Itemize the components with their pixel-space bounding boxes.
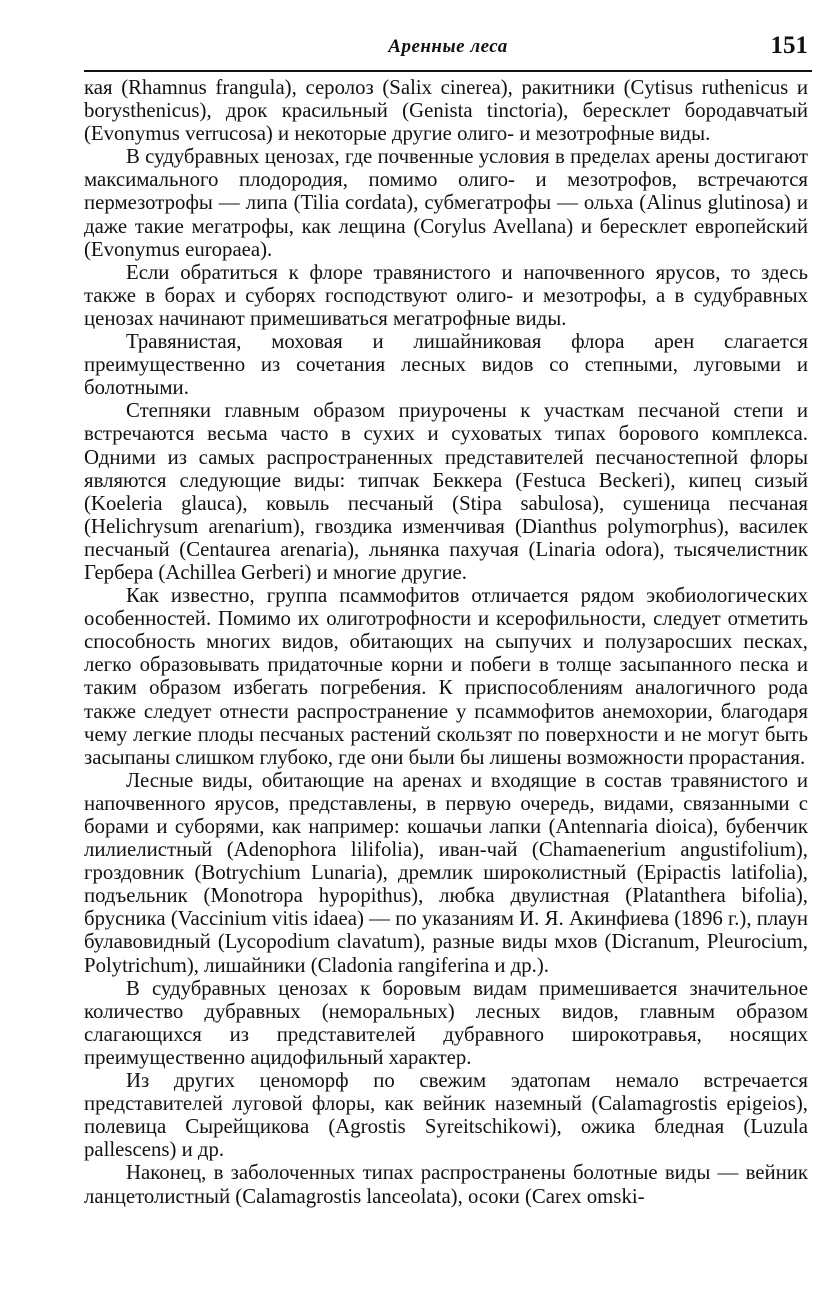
running-title: Аренные леса bbox=[388, 36, 508, 57]
body-text bbox=[84, 76, 808, 1208]
paragraph: Если обратиться к флоре травянистого и напочвенного ярусов, то здесь также в борах и суборях господствуют олиго- и мезотрофы, а в судубравных ценозах начинают примешиваться мегатрофные виды. bbox=[84, 260, 808, 330]
paragraph: Лесные виды, обитающие на аренах и входящие в состав травянистого и напочвенного ярусов, представлены, в первую очередь, видами, связанными с борами и суборями, как например: кошачьи лапки (Antennaria dioica), бубенчик лилиелистный (Adenophora lilifolia), иван-чай (Chamaenerium angustifolium), гроздовник (Botrychium Lunaria), дремлик широколистный (Epipactis latifolia), подъельник (Monotropa hypopithus), любка двулистная (Platanthera bifolia), брусника (Vaccinium vitis idaea) — по указаниям И. Я. Акинфиева (1896 г.), плаун булавовидный (Lycopodium clavatum), разные виды мхов (Dicranum, Pleurocium, Polytrichum), лишайники (Cladonia rangiferina и др.). bbox=[84, 768, 808, 977]
paragraph: Травянистая, моховая и лишайниковая флора арен слагается преимущественно из сочетания лесных видов со степными, луговыми и болотными. bbox=[84, 330, 808, 400]
paragraph: В судубравных ценозах, где почвенные условия в пределах арены достигают максимального плодородия, помимо олиго- и мезотрофов, встречаются пермезотрофы — липа (Tilia cordata), субмегатрофы — ольха (Alinus glutinosa) и даже такие мегатрофы, как лещина (Corylus Avellana) и бересклет европейский (Evonymus europaea). bbox=[84, 145, 808, 261]
paragraph: Наконец, в заболоченных типах распространены болотные виды — вейник ланцетолистный (Calamagrostis lanceolata), осоки (Carex omski- bbox=[84, 1161, 808, 1208]
paragraph: В судубравных ценозах к боровым видам примешивается значительное количество дубравных (неморальных) лесных видов, главным образом слагающихся из представителей дубравного широкотравья, носящих преимущественно ацидофильный характер. bbox=[84, 976, 808, 1069]
header-rule bbox=[84, 70, 812, 72]
paragraph: Из других ценоморф по свежим эдатопам немало встречается представителей луговой флоры, как вейник наземный (Calamagrostis epigeios), полевица Сырейщикова (Agrostis Syreitschikowi), ожика бледная (Luzula pallescens) и др. bbox=[84, 1069, 808, 1162]
page-number: 151 bbox=[770, 32, 808, 59]
page-header bbox=[84, 32, 812, 66]
paragraph: кая (Rhamnus frangula), серолоз (Salix cinerea), ракитники (Cytisus ruthenicus и borysthenicus), дрок красильный (Genista tinctoria), бересклет бородавчатый (Evonymus verrucosa) и некоторые другие олиго- и мезотрофные виды. bbox=[84, 76, 808, 146]
paragraph: Как известно, группа псаммофитов отличается рядом экобиологических особенностей. Помимо их олиготрофности и ксерофильности, следует отметить способность многих видов, обитающих на сыпучих и полузаросших песках, легко образовывать придаточные корни и побеги в толще засыпанного песка и таким образом избегать погребения. К приспособлениям аналогичного рода также следует отнести распространение у псаммофитов анемохории, благодаря чему легкие плоды песчаных растений скользят по поверхности и не могут быть засыпаны слишком глубоко, где они были бы лишены возможности прорастания. bbox=[84, 584, 808, 769]
paragraph: Степняки главным образом приурочены к участкам песчаной степи и встречаются весьма часто в сухих и суховатых типах борового комплекса. Одними из самых распространенных представителей песчаностепной флоры являются следующие виды: типчак Беккера (Festuca Beckeri), кипец сизый (Koeleria glauca), ковыль песчаный (Stipa sabulosa), сушеница песчаная (Helichrysum arenarium), гвоздика изменчивая (Dianthus polymorphus), василек песчаный (Centaurea arenaria), льнянка пахучая (Linaria odora), тысячелистник Гербера (Achillea Gerberi) и многие другие. bbox=[84, 399, 808, 584]
